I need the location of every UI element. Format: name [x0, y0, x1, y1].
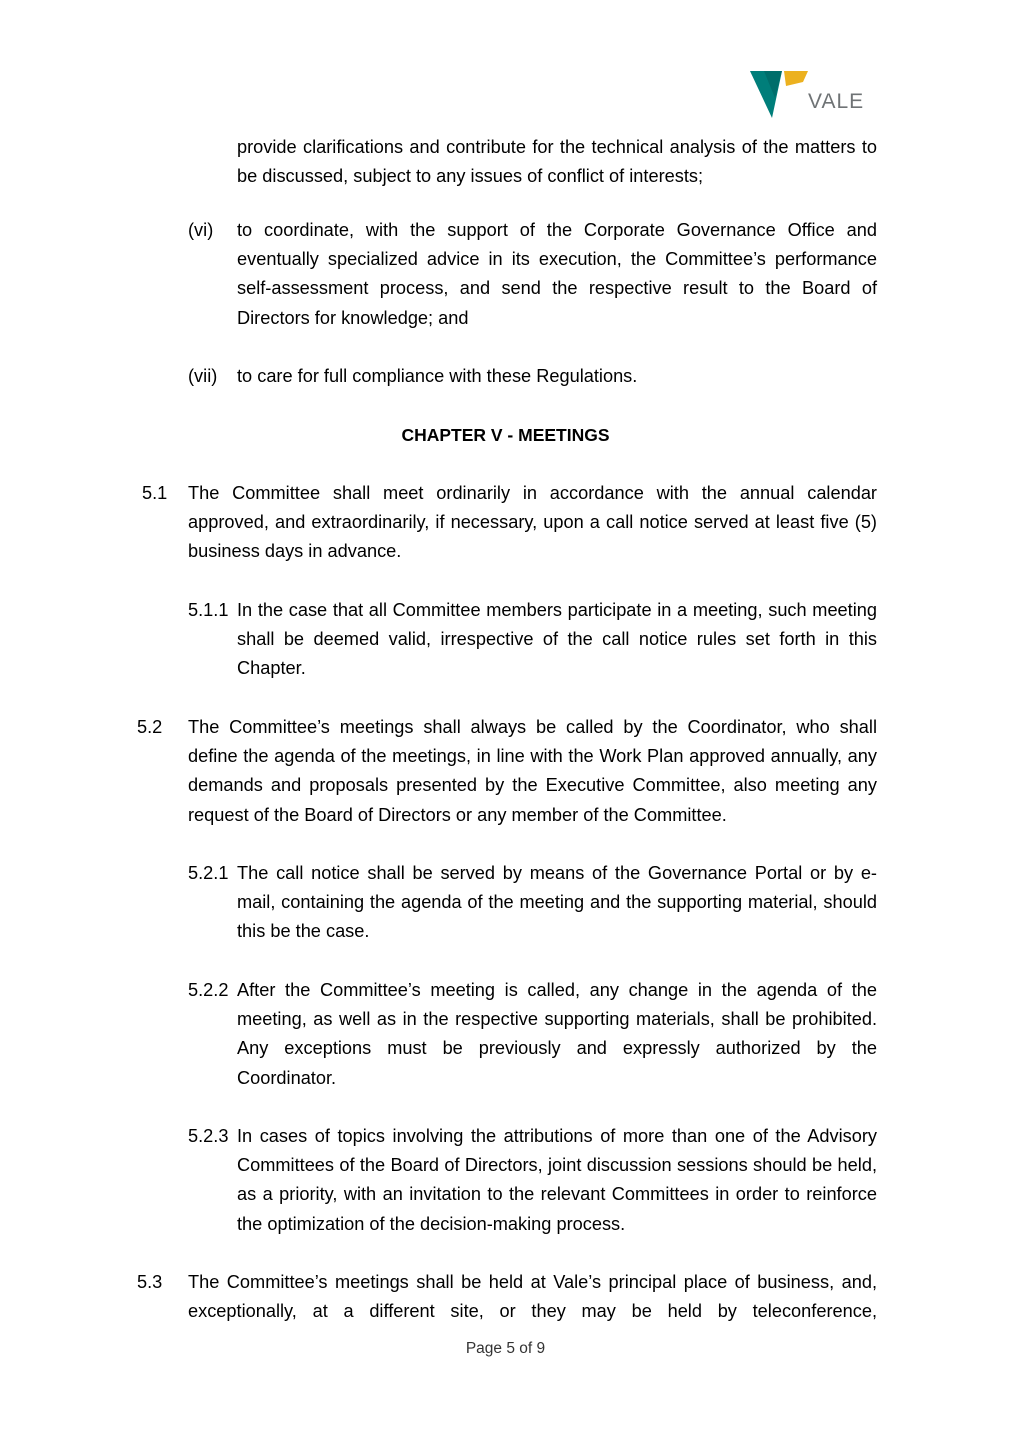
section-number-5-1-1: 5.1.1 — [188, 600, 229, 620]
section-text-5-2-3: In cases of topics involving the attributions of more than one of the Advisory Committees of the Board of Directors, joint discussion sessions should be held, as a priority, with an invitation to the relevant Committees in order to reinforce the optimization of the decision-making process. — [237, 1126, 877, 1234]
item-number-vii: (vii) — [188, 366, 218, 386]
section-text-5-1-1-content: In the case that all Committee members participate in a meeting, such meeting shall be deemed valid, irrespective of the call notice rules set forth in this Chapter. — [237, 600, 877, 679]
page-number: Page 5 of 9 — [465, 1340, 546, 1357]
section-number-5-3: 5.3 — [137, 1272, 163, 1292]
section-number-5-1: 5.1 — [142, 483, 168, 503]
section-text-5-2-2: After the Committee’s meeting is called, any change in the agenda of the meeting, as well as in the respective supporting materials, shall be prohibited. Any exceptions must be previously and expressly authorized by the Coordinator. — [237, 980, 877, 1088]
vale-logo — [748, 68, 873, 120]
section-number-5-2-3: 5.2.3 — [188, 1126, 229, 1146]
vale-logo-text: VALE — [808, 90, 865, 113]
section-number-5-2-2: 5.2.2 — [188, 980, 229, 1000]
section-text-5-2: The Committee’s meetings shall always be called by the Coordinator, who shall define the agenda of the meetings, in line with the Work Plan approved annually, any demands and proposals presented by the Executive Committee, also meeting any request of the Board of Directors or any member of the Committee. — [188, 717, 877, 825]
continued-paragraph: provide clarifications and contribute for the technical analysis of the matters to be discussed, subject to any issues of conflict of interests; — [237, 137, 877, 187]
item-number-vi: (vi) — [188, 220, 214, 240]
vale-logo-icon — [748, 68, 810, 120]
section-text-5-2-1: The call notice shall be served by means of the Governance Portal or by e-mail, containing the agenda of the meeting and the supporting material, should this be the case. — [237, 863, 877, 942]
item-text-vi: to coordinate, with the support of the Corporate Governance Office and eventually specialized advice in its execution, the Committee’s performance self-assessment process, and send the respective result to the Board of Directors for knowledge; and — [237, 220, 877, 328]
section-number-5-2-1: 5.2.1 — [188, 863, 229, 883]
section-text-5-3: The Committee’s meetings shall be held at Vale’s principal place of business, and, exceptionally, at a different site, or they may be held by teleconference, — [188, 1272, 877, 1322]
chapter-heading: CHAPTER V - MEETINGS — [401, 425, 610, 445]
item-text-vii: to care for full compliance with these Regulations. — [237, 366, 638, 386]
section-text-5-1-1 — [237, 596, 877, 684]
section-text-5-1: The Committee shall meet ordinarily in accordance with the annual calendar approved, and extraordinarily, if necessary, upon a call notice served at least five (5) business days in advance. — [188, 483, 877, 562]
section-number-5-2: 5.2 — [137, 717, 163, 737]
